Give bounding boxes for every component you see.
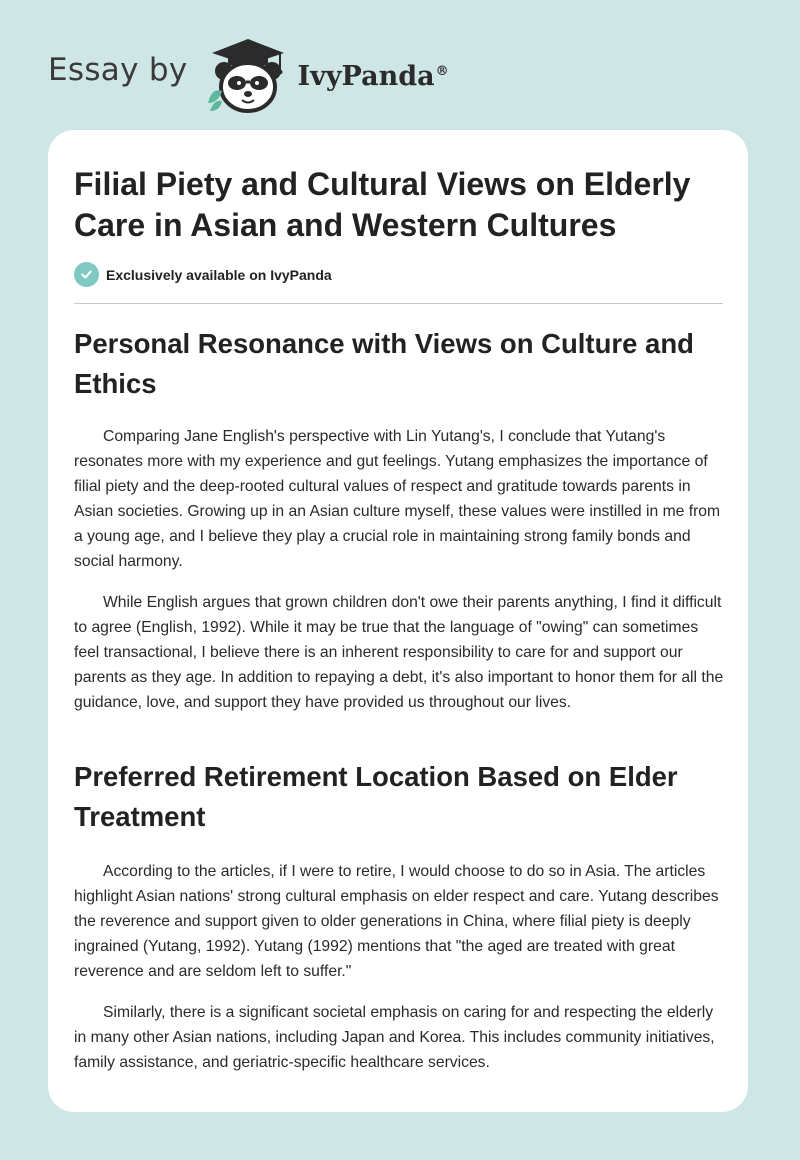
brand-name (298, 61, 449, 92)
exclusive-badge (74, 262, 332, 287)
paragraph: Comparing Jane English's perspective with Lin Yutang's, I conclude that Yutang's resonates more with my experience and gut feelings. Yutang emphasizes the importance of filial piety and the deep-rooted cultural values of respect and gratitude towards parents in Asian societies. Growing up in an Asian culture myself, these values were instilled in me from a young age, and I believe they play a crucial role in maintaining strong family bonds and social harmony. (74, 428, 721, 570)
check-circle-icon (74, 262, 99, 287)
brand-name-text: IvyPanda (297, 60, 435, 92)
section-personal-resonance (74, 324, 724, 711)
section-heading: Preferred Retirement Location Based on Elder Treatment (74, 761, 678, 832)
essay-title: Filial Piety and Cultural Views on Elderly Care in Asian and Western Cultures (74, 166, 691, 243)
paragraph: While English argues that grown children don't owe their parents anything, I find it difficult to agree (English, 1992). While it may be true that the language of "owing" can sometimes feel transactional, I believe there is an inherent responsibility to care for and support our parents as they age. In addition to repaying a debt, it's also important to honor them for all the guidance, love, and support they have provided us throughout our lives. (74, 594, 724, 711)
brand-header[interactable] (48, 28, 449, 118)
badge-text: Exclusively available on IvyPanda (106, 266, 332, 283)
paragraph: Similarly, there is a significant societal emphasis on caring for and respecting the elderly in many other Asian nations, including Japan and Korea. This includes community initiatives, family assistance, and geriatric-specific healthcare services. (74, 1004, 715, 1071)
registered-mark: ® (435, 63, 449, 79)
panda-graduate-logo-icon (202, 31, 294, 115)
section-retirement-location (74, 757, 724, 1071)
title-divider (74, 303, 723, 304)
brand-prefix: Essay by (48, 52, 188, 88)
paragraph: According to the articles, if I were to retire, I would choose to do so in Asia. The articles highlight Asian nations' strong cultural emphasis on elder respect and care. Yutang describes the reverence and support given to older generations in China, where filial piety is deeply ingrained (Yutang, 1992). Yutang (1992) mentions that "the aged are treated with great reverence and are seldom left to suffer." (74, 863, 719, 980)
section-heading: Personal Resonance with Views on Culture and Ethics (74, 328, 694, 399)
essay-card (48, 130, 748, 1112)
